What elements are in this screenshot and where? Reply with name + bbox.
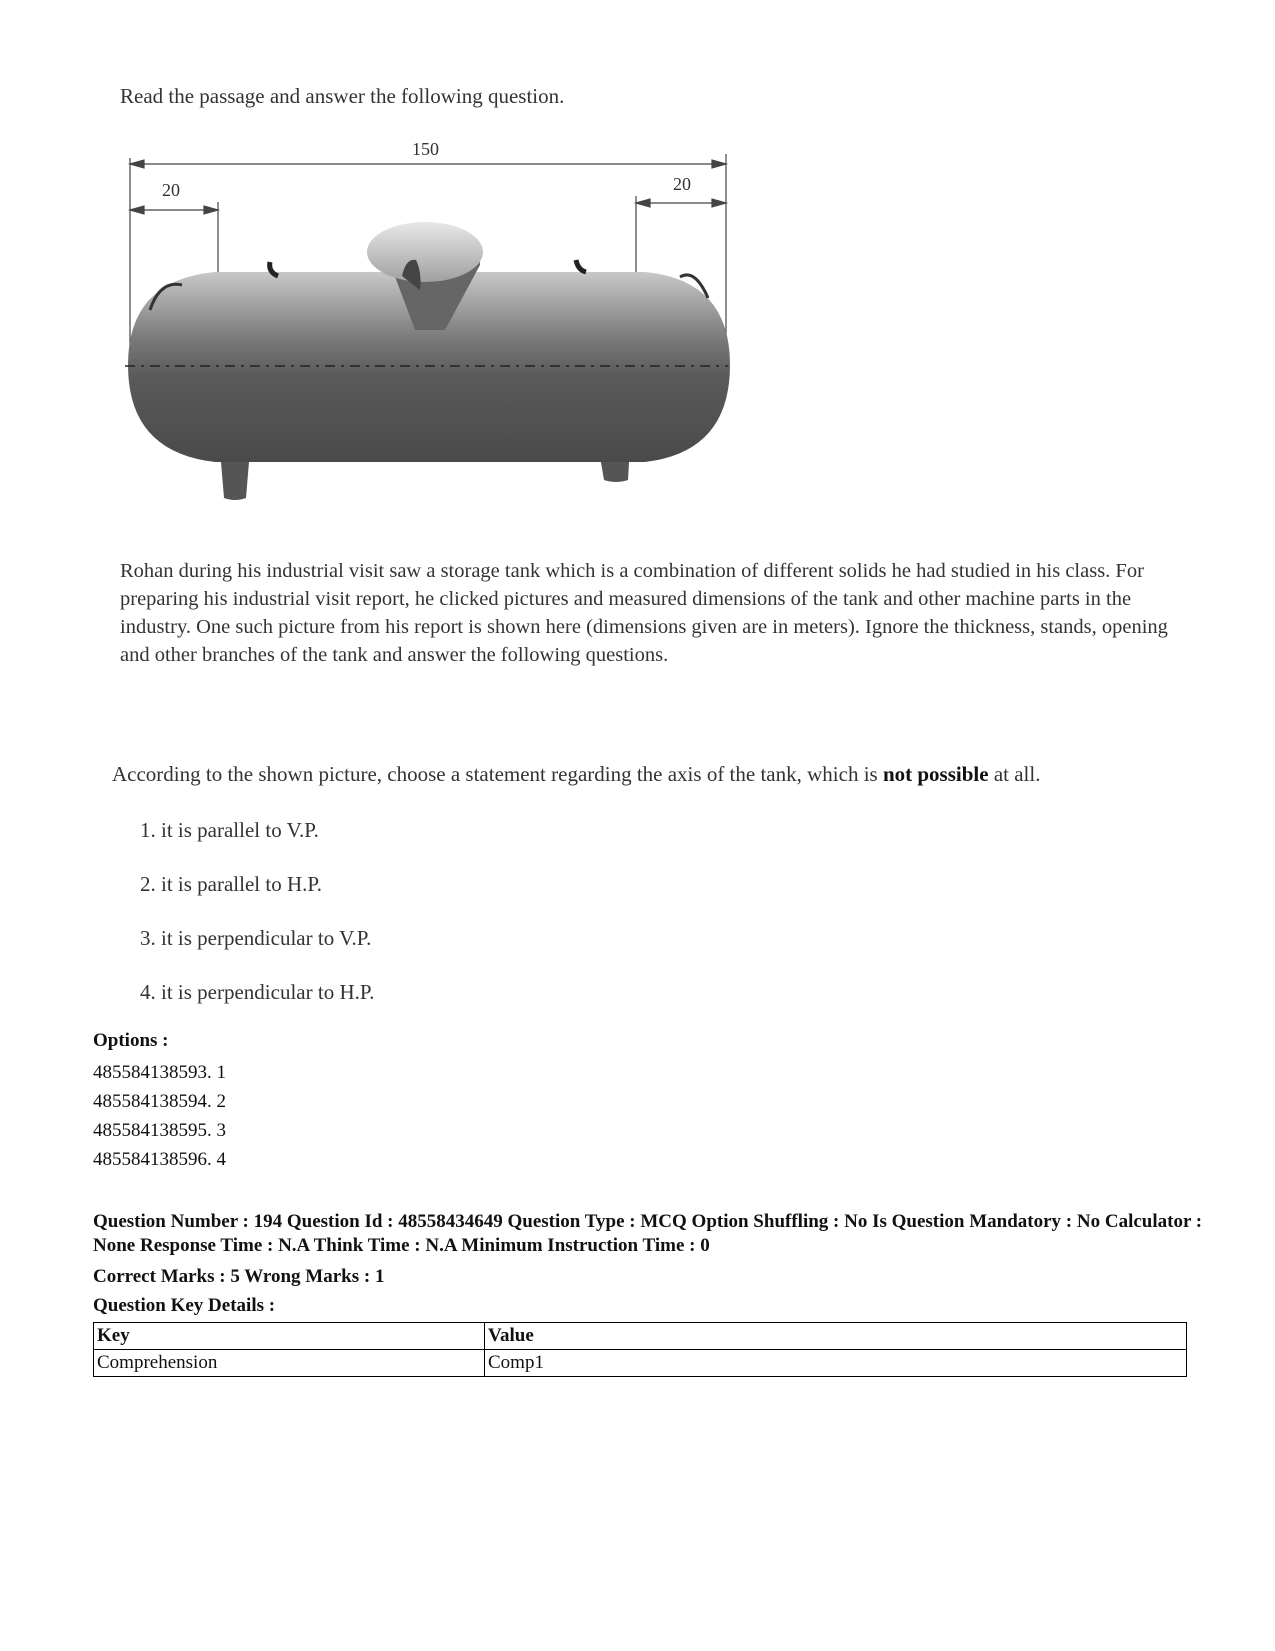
option-item: 485584138594. 2 [93,1091,226,1112]
options-label: Options : [93,1030,169,1051]
choice-item: 1. it is parallel to V.P. [140,818,319,842]
question-text [112,762,1040,787]
tank-figure [120,140,770,540]
table-cell-key: Comprehension [94,1350,485,1377]
choice-item: 2. it is parallel to H.P. [140,872,322,896]
table-header-key: Key [94,1323,485,1350]
passage-text: Rohan during his industrial visit saw a storage tank which is a combination of different solids he had studied in his class. For preparing his industrial visit report, he clicked pictures and measured dimensions of the tank and other machine parts in the industry. One such picture from his report is shown here (dimensions given are in meters). Ignore the thickness, stands, opening and other branches of the tank and answer the following questions. [120,560,1168,666]
key-details-table [93,1322,1187,1377]
dim-right-label: 20 [673,174,691,194]
table-cell-value: Comp1 [485,1350,1187,1377]
question-pre: According to the shown picture, choose a statement regarding the axis of the tank, which is [112,762,883,786]
passage-intro: Read the passage and answer the following question. [120,84,565,108]
question-post: at all. [988,762,1041,786]
option-item: 485584138593. 1 [93,1062,226,1083]
table-row [94,1350,1187,1377]
choice-item: 3. it is perpendicular to V.P. [140,926,372,950]
dim-left-label: 20 [162,180,180,200]
option-item: 485584138596. 4 [93,1149,226,1170]
dim-total-label: 150 [412,140,439,159]
key-details-label: Question Key Details : [93,1295,276,1316]
choice-list [140,815,374,1031]
marks-line: Correct Marks : 5 Wrong Marks : 1 [93,1266,385,1287]
table-header-value: Value [485,1323,1187,1350]
question-meta: Question Number : 194 Question Id : 48558434649 Question Type : MCQ Option Shuffling : No Is Question Mandatory : No Calculator : None Response Time : N.A Think Time : N.A Minimum Instruction Time : 0 [93,1211,1203,1256]
options-list [93,1058,226,1174]
table-header-row [94,1323,1187,1350]
option-item: 485584138595. 3 [93,1120,226,1141]
question-emphasis: not possible [882,762,989,786]
choice-item: 4. it is perpendicular to H.P. [140,980,375,1004]
